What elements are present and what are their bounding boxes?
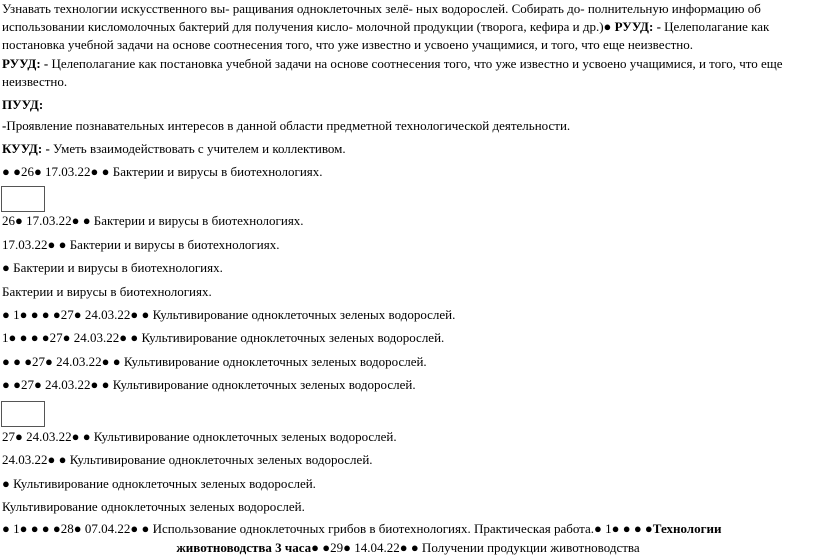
lesson-26-line: ● ●26● 17.03.22● ● Бактерии и вирусы в биотехнологиях.: [2, 164, 323, 179]
lesson-26-line: ● Бактерии и вирусы в биотехнологиях.: [2, 260, 223, 275]
puud-dash: -: [2, 118, 7, 133]
lesson-27-line: 24.03.22● ● Культивирование одноклеточных зеленых водорослей.: [2, 452, 373, 467]
lesson-28-line: [2, 520, 808, 538]
lesson-27-line: ● 1● ● ● ●27● 24.03.22● ● Культивирование одноклеточных зеленых водорослей.: [2, 307, 456, 322]
lesson-27-line: ● Культивирование одноклеточных зеленых водорослей.: [2, 476, 316, 491]
section-title-part2: животноводства 3 часа: [176, 540, 312, 555]
lesson-27-line: ● ● ●27● 24.03.22● ● Культивирование одноклеточных зеленых водорослей.: [2, 354, 427, 369]
ruud-text-2: Целеполагание как постановка учебной задачи на основе соотнесения того, что уже известно и усвоено учащимися, и того, что еще неизвестно.: [2, 56, 783, 89]
paragraph-puud: [2, 117, 808, 135]
lesson-26-line: 17.03.22● ● Бактерии и вирусы в биотехнологиях.: [2, 237, 280, 252]
paragraph-skills-intro: [2, 0, 808, 54]
paragraph-ruud: [2, 55, 808, 91]
lesson-29-text: ● ●29● 14.04.22● ● Получении продукции животноводства: [311, 540, 640, 555]
section-title-part1: Технологии: [652, 521, 722, 536]
lesson-26-line: Бактерии и вирусы в биотехнологиях.: [2, 284, 212, 299]
lesson-27-line: Культивирование одноклеточных зеленых водорослей.: [2, 499, 305, 514]
lesson-26-line: 26● 17.03.22● ● Бактерии и вирусы в биотехнологиях.: [2, 213, 304, 228]
ruud-label: РУУД: -: [614, 19, 661, 34]
lesson-27-line: ● ●27● 24.03.22● ● Культивирование одноклеточных зеленых водорослей.: [2, 377, 416, 392]
empty-table-cell: [1, 401, 45, 427]
puud-heading: ПУУД:: [2, 97, 44, 112]
kuud-text: Уметь взаимодействовать с учителем и коллективом.: [53, 141, 346, 156]
ruud-text: Целеполагание как постановка учебной задачи на основе соотнесения того, что уже известно и усвоено учащимися, и того, что еще неизвестно.: [2, 19, 770, 52]
intro-text: Узнавать технологии искусственного вы- ращивания одноклеточных зелё- ных водорослей. Собирать до- полнительную информацию об использовании кисломолочных бактерий для получения кисло- молочной продукции (творога, кефира и др.)●: [2, 1, 761, 34]
paragraph-kuud: [2, 140, 808, 158]
lesson-27-line: 27● 24.03.22● ● Культивирование одноклеточных зеленых водорослей.: [2, 429, 397, 444]
lesson-29-line: [0, 540, 816, 556]
lesson-28-text: ● 1● ● ● ●28● 07.04.22● ● Использование одноклеточных грибов в биотехнологиях. Практическая работа.● 1● ● ● ●: [2, 521, 653, 536]
ruud-label-2: РУУД: -: [2, 56, 49, 71]
kuud-label: КУУД: -: [2, 141, 50, 156]
lesson-27-line: 1● ● ● ●27● 24.03.22● ● Культивирование одноклеточных зеленых водорослей.: [2, 330, 445, 345]
puud-text: Проявление познавательных интересов в данной области предметной технологической деятельности.: [6, 118, 571, 133]
empty-table-cell: [1, 186, 45, 212]
